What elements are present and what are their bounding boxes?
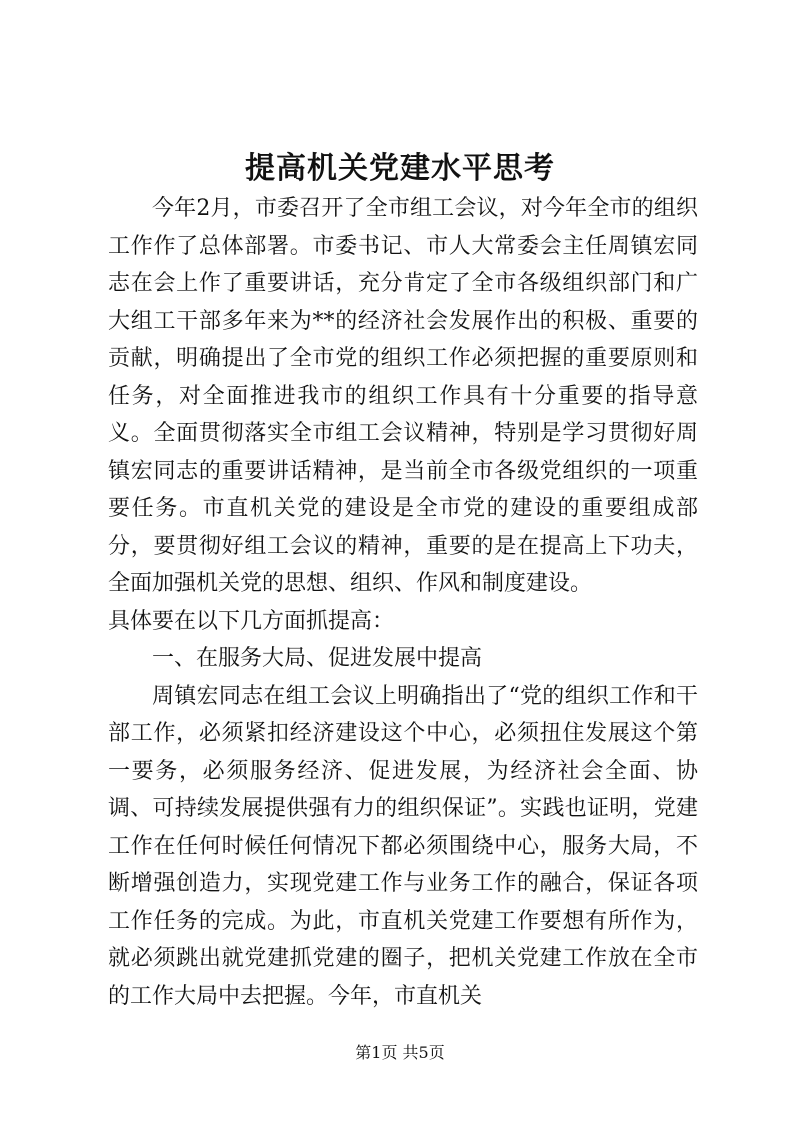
page-number-footer: 第1页 共5页 bbox=[355, 1043, 445, 1062]
section-heading-1: 一、在服务大局、促进发展中提高 bbox=[152, 646, 483, 671]
paragraph-lead-in: 具体要在以下几方面抓提高： bbox=[108, 608, 395, 634]
paragraph-section-1: 周镇宏同志在组工会议上明确指出了“党的组织工作和干部工作，必须紧扣经济建设这个中心，必须扭住发展这个第一要务，必须服务经济、促进发展，为经济社会全面、协调、可持续发展提供强有力的组织保证”。实践也证明，党建工作在任何时候任何情况下都必须围绕中心，服务大局，不断增强创造力，实现党建工作与业务工作的融合，保证各项工作任务的完成。为此，市直机关党建工作要想有所作为，就必须跳出就党建抓党建的圈子，把机关党建工作放在全市的工作大局中去把握。今年，市直机关 bbox=[108, 683, 698, 1009]
document-body bbox=[108, 190, 698, 1015]
document-title: 提高机关党建水平思考 bbox=[245, 151, 555, 186]
paragraph-intro: 今年2月，市委召开了全市组工会议，对今年全市的组织工作作了总体部署。市委书记、市人大常委会主任周镇宏同志在会上作了重要讲话，充分肯定了全市各级组织部门和广大组工干部多年来为**的经济社会发展作出的积极、重要的贡献，明确提出了全市党的组织工作必须把握的重要原则和任务，对全面推进我市的组织工作具有十分重要的指导意义。全面贯彻落实全市组工会议精神，特别是学习贯彻好周镇宏同志的重要讲话精神，是当前全市各级党组织的一项重要任务。市直机关党的建设是全市党的建设的重要组成部分，要贯彻好组工会议的精神，重要的是在提高上下功夫，全面加强机关党的思想、组织、作风和制度建设。 bbox=[108, 196, 698, 596]
